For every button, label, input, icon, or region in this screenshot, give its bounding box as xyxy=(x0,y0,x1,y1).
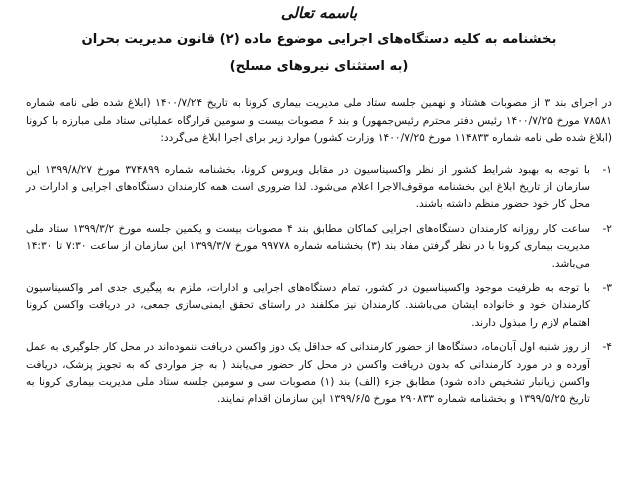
list-item-text: با توجه به بهبود شرایط کشور از نظر واکسیناسیون در مقابل ویروس کرونا، بخشنامه شماره ۳۷۴۸۹۹ مورخ ۱۳۹۹/۸/۲۷ این سازمان از تاریخ ابلاغ این بخشنامه موقوف‌الاجرا اعلام می‌شود. لذا ضروری است همه کارمندان دستگاه‌های اجرایی و ادارات در محل کار خود حضور منظم داشته باشند. xyxy=(26,163,590,211)
intro-paragraph: در اجرای بند ۳ از مصوبات هشتاد و نهمین جلسه ستاد ملی مدیریت بیماری کرونا به تاریخ ۱۴۰۰/۷/۲۴ (ابلاغ شده طی نامه شماره ۷۸۵۸۱ مورخ ۱۴۰۰/۷/۲۵ رئیس دفتر محترم رئیس‌جمهور) و بند ۶ مصوبات بیست و سومین قرارگاه عملیاتی ستاد ملی مبارزه با کرونا (ابلاغ شده طی نامه شماره ۱۱۴۸۳۳ مورخ ۱۴۰۰/۷/۲۵ وزارت کشور) موارد زیر برای اجرا ابلاغ می‌گردد: xyxy=(26,97,612,144)
basmala-heading: باسمه تعالی xyxy=(280,4,358,22)
list-item xyxy=(26,162,612,214)
numbered-list xyxy=(26,162,612,409)
list-item-number: ۲- xyxy=(602,222,612,235)
list-item xyxy=(26,280,612,332)
list-item-text: ساعت کار روزانه کارمندان دستگاه‌های اجرایی کماکان مطابق بند ۴ مصوبات بیست و یکمین جلسه مورخ ۱۳۹۹/۳/۲ ستاد ملی مدیریت بیماری کرونا با در نظر گرفتن مفاد بند (۳) بخشنامه شماره ۹۹۷۷۸ مورخ ۱۳۹۹/۳/۷ این سازمان از ساعت ۷:۳۰ تا ۱۴:۳۰ می‌باشد. xyxy=(26,222,590,270)
list-item-number: ۳- xyxy=(602,281,612,294)
circular-title: بخشنامه به کلیه دستگاه‌های اجرایی موضوع ماده (۲) قانون مدیریت بحران xyxy=(81,32,557,47)
circular-subtitle: (به استثنای نیروهای مسلح) xyxy=(229,59,409,74)
list-item-number: ۴- xyxy=(602,341,612,354)
list-item-text: از روز شنبه اول آبان‌ماه، دستگاه‌ها از حضور کارمندانی که حداقل یک دوز واکسن دریافت ننموده‌اند در محل کار جلوگیری به عمل آورده و در مورد کارمندانی که بدون دریافت واکسن در محل کار حضور می‌یابند ( به جز مواردی که به تجویز پزشک، دریافت واکسن زیانبار تشخیص داده شود) مطابق جزء (الف) بند (۱) مصوبات سی و سومین جلسه ستاد ملی مدیریت بیماری کرونا به تاریخ ۱۳۹۹/۵/۲۵ و بخشنامه شماره ۲۹۰۸۳۳ مورخ ۱۳۹۹/۶/۵ این سازمان اقدام نمایند. xyxy=(26,341,590,406)
list-item-number: ۱- xyxy=(602,163,612,176)
list-item xyxy=(26,339,612,409)
list-item xyxy=(26,221,612,273)
list-item-text: با توجه به ظرفیت موجود واکسیناسیون در کشور، تمام دستگاه‌های اجرایی و ادارات، ملزم به پیگیری جدی امر واکسیناسیون کارمندان خود و خانواده ایشان می‌باشند. کارمندان نیز مکلفند در راستای تحقق ایمنی‌سازی جمعی، در دریافت واکسن کرونا اهتمام لازم را مبذول دارند. xyxy=(26,281,590,329)
